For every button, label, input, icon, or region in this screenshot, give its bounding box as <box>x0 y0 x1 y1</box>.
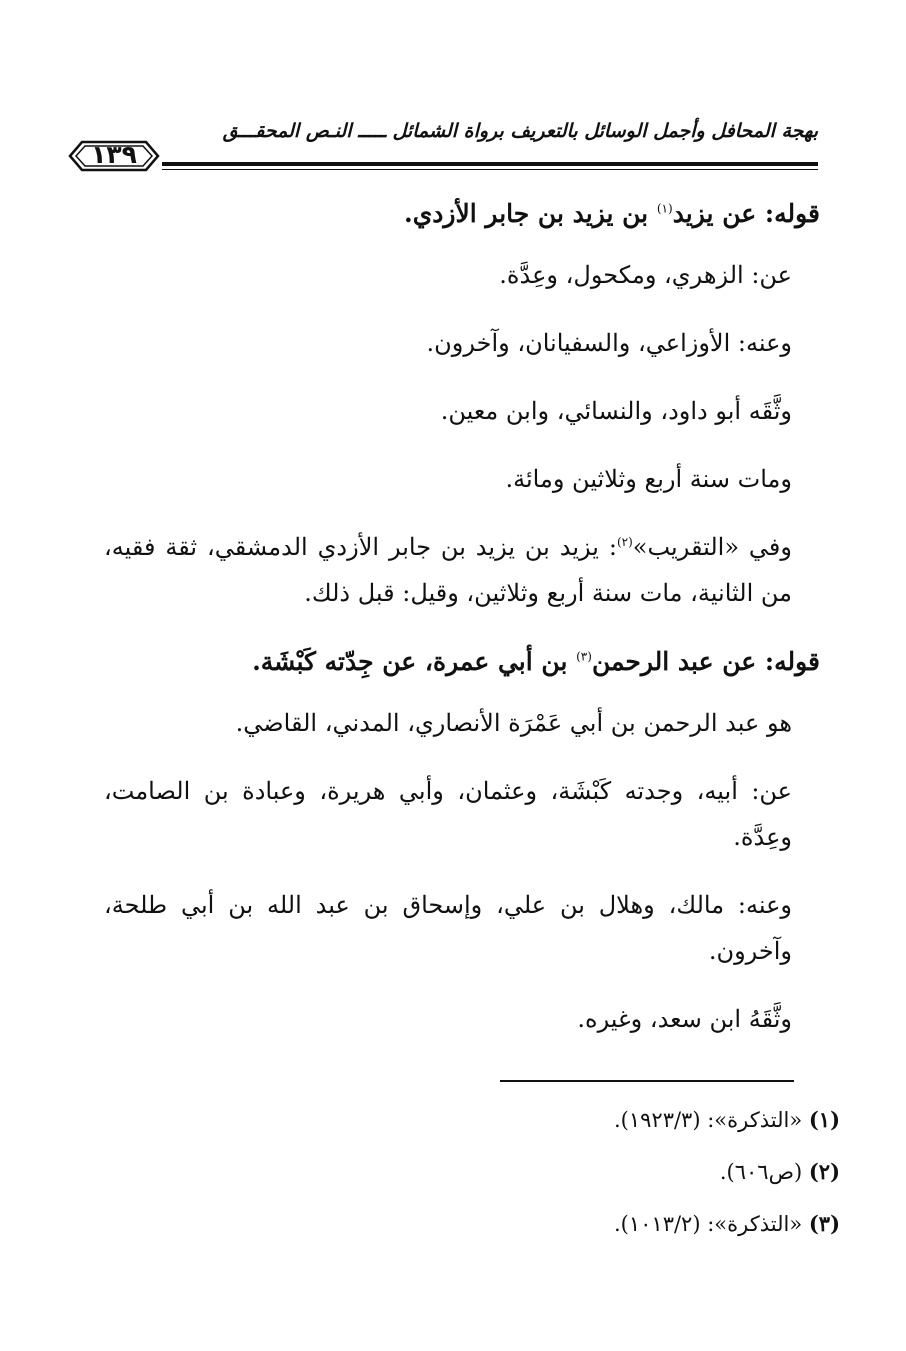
paragraph-authentication: وثَّقَه أبو داود، والنسائي، وابن معين. <box>440 397 792 425</box>
taqrib-lead: وفي «التقريب» <box>632 533 792 561</box>
entry-heading-yazid <box>104 190 820 238</box>
paragraph-authentication-2: وثَّقَهُ ابن سعد، وغيره. <box>577 1005 792 1033</box>
page-number-badge <box>66 134 162 178</box>
footnote-number: (٣) <box>808 1211 840 1236</box>
footnotes <box>300 1094 840 1250</box>
paragraph-teachers-2: عن: أبيه، وجدته كَبْشَة، وعثمان، وأبي هريرة، وعبادة بن الصامت، وعِدَّة. <box>104 777 792 851</box>
running-title: بهجة المحافل وأجمل الوسائل بالتعريف برواة الشمائل ـــــ النـص المحقـــق <box>222 120 818 142</box>
heading-text-rest: بن يزيد بن جابر الأزدي. <box>404 199 657 228</box>
footnote-ref-3[interactable]: (٣) <box>576 649 592 664</box>
footnote-text: «التذكرة»: (١٠١٣/٢). <box>613 1212 809 1236</box>
footnote-ref-2[interactable]: (٢) <box>616 535 633 549</box>
header-rule-thick <box>162 162 818 166</box>
paragraph-students-2: وعنه: مالك، وهلال بن علي، وإسحاق بن عبد الله بن أبي طلحة، وآخرون. <box>104 891 792 965</box>
footnote-1 <box>300 1094 840 1146</box>
taqrib-text: : يزيد بن يزيد بن جابر الأزدي الدمشقي، ثقة فقيه، من الثانية، مات سنة أربع وثلاثين، وقيل: قبل ذلك. <box>104 533 792 607</box>
footnote-text: «التذكرة»: (١٩٢٣/٣). <box>613 1108 809 1132</box>
footnote-3 <box>300 1198 840 1250</box>
footnote-2 <box>300 1146 840 1198</box>
heading-text-rest: بن أبي عمرة، عن جِدّته كَبْشَة. <box>252 647 577 676</box>
paragraph-identity: هو عبد الرحمن بن أبي عَمْرَة الأنصاري، المدني، القاضي. <box>235 709 792 737</box>
footnote-number: (١) <box>808 1107 840 1132</box>
paragraph-students: وعنه: الأوزاعي، والسفيانان، وآخرون. <box>426 329 792 357</box>
header-rule-thin <box>162 169 818 170</box>
main-text <box>104 182 820 1064</box>
footnote-separator <box>500 1080 794 1082</box>
paragraph-death: ومات سنة أربع وثلاثين ومائة. <box>505 465 792 493</box>
paragraph-teachers: عن: الزهري، ومكحول، وعِدَّة. <box>499 261 792 289</box>
footnote-number: (٢) <box>808 1159 840 1184</box>
page-number: ١٣٩ <box>91 140 137 169</box>
heading-text: قوله: عن يزيد <box>672 199 820 228</box>
footnote-ref-1[interactable]: (١) <box>656 201 673 216</box>
entry-heading-abdulrahman <box>104 638 820 686</box>
page-header <box>66 118 818 178</box>
heading-text: قوله: عن عبد الرحمن <box>591 647 820 676</box>
paragraph-taqrib <box>104 524 820 616</box>
footnote-text: (ص٦٠٦). <box>719 1160 809 1184</box>
